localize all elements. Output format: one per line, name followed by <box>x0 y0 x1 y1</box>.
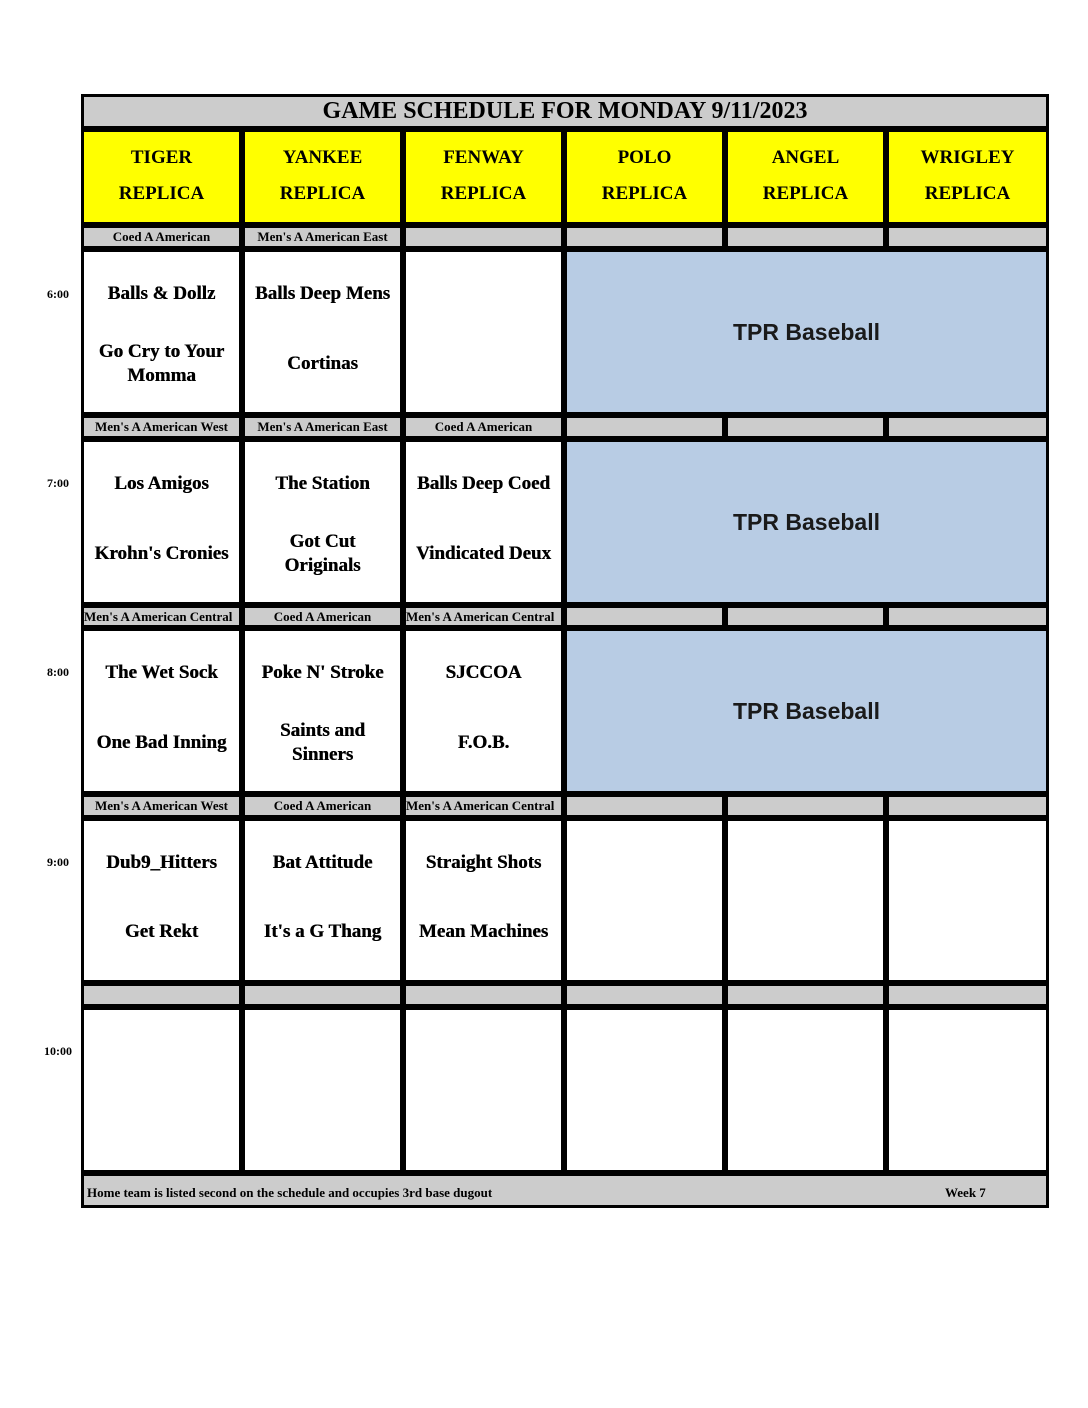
field-name: POLO <box>617 147 672 168</box>
away-team <box>406 270 561 318</box>
game-cell[interactable] <box>403 249 564 415</box>
division-label <box>242 983 403 1007</box>
home-team: Vindicated Deux <box>416 543 551 564</box>
division-label <box>886 605 1049 628</box>
division-label <box>886 225 1049 249</box>
away-team: Straight Shots <box>425 852 542 873</box>
home-team <box>567 1092 722 1152</box>
home-team: Saints and Sinners <box>279 720 366 765</box>
reserved-block: TPR Baseball <box>564 249 1049 415</box>
away-team <box>245 1028 400 1076</box>
home-team: Krohn's Cronies <box>94 543 229 564</box>
field-name: ANGEL <box>771 147 840 168</box>
field-subtitle: REPLICA <box>762 183 849 204</box>
division-label <box>564 225 725 249</box>
game-cell[interactable] <box>81 439 242 605</box>
away-team: Poke N' Stroke <box>261 662 384 683</box>
division-label <box>403 225 564 249</box>
division-label <box>886 415 1049 439</box>
division-label <box>725 983 886 1007</box>
away-team <box>567 839 722 887</box>
game-cell[interactable] <box>564 1007 725 1173</box>
division-label <box>564 794 725 818</box>
game-cell[interactable] <box>403 818 564 983</box>
field-header-polo <box>564 129 725 225</box>
field-header-fenway <box>403 129 564 225</box>
division-label <box>725 605 886 628</box>
field-name: YANKEE <box>282 147 363 168</box>
away-team: SJCCOA <box>445 662 522 683</box>
division-label <box>564 415 725 439</box>
division-label <box>725 415 886 439</box>
home-team <box>728 902 883 962</box>
division-label: Men's A American East <box>242 415 403 439</box>
game-cell[interactable] <box>403 1007 564 1173</box>
away-team <box>84 1028 239 1076</box>
away-team <box>406 1028 561 1076</box>
away-team: Balls & Dollz <box>107 283 216 304</box>
home-team: Cortinas <box>287 353 358 374</box>
game-cell[interactable] <box>886 818 1049 983</box>
field-subtitle: REPLICA <box>440 183 527 204</box>
field-header-angel <box>725 129 886 225</box>
home-team <box>406 334 561 394</box>
away-team <box>728 839 883 887</box>
division-label <box>564 605 725 628</box>
division-label: Men's A American West <box>81 794 242 818</box>
home-team: Get Rekt <box>124 921 199 942</box>
game-cell[interactable] <box>242 439 403 605</box>
away-team: Bat Attitude <box>272 852 373 873</box>
away-team <box>889 1028 1046 1076</box>
division-label <box>403 983 564 1007</box>
division-label <box>725 225 886 249</box>
division-label: Men's A American Central <box>403 605 564 628</box>
game-cell[interactable] <box>403 439 564 605</box>
division-label <box>564 983 725 1007</box>
division-label: Coed A American <box>242 794 403 818</box>
division-label <box>81 983 242 1007</box>
home-team <box>245 1092 400 1152</box>
game-cell[interactable] <box>725 818 886 983</box>
away-team <box>567 1028 722 1076</box>
field-subtitle: REPLICA <box>118 183 205 204</box>
home-team: Go Cry to Your Momma <box>98 341 225 386</box>
time-label: 10:00 <box>44 1044 72 1058</box>
reserved-block: TPR Baseball <box>564 628 1049 794</box>
home-team: One Bad Inning <box>96 732 227 753</box>
footer-note: Home team is listed second on the schedule and occupies 3rd base dugout <box>87 1185 493 1200</box>
division-label: Men's A American Central <box>81 605 242 628</box>
game-cell[interactable] <box>403 628 564 794</box>
division-label: Coed A American <box>242 605 403 628</box>
away-team: Dub9_Hitters <box>106 852 217 873</box>
away-team: The Station <box>275 473 370 494</box>
game-cell[interactable] <box>242 628 403 794</box>
game-cell[interactable] <box>81 628 242 794</box>
field-name: FENWAY <box>443 147 524 168</box>
away-team: Los Amigos <box>114 473 209 494</box>
home-team: It's a G Thang <box>263 921 382 942</box>
game-cell[interactable] <box>725 1007 886 1173</box>
field-header-wrigley <box>886 129 1049 225</box>
reserved-block: TPR Baseball <box>564 439 1049 605</box>
home-team <box>84 1092 239 1152</box>
game-cell[interactable] <box>81 249 242 415</box>
game-cell[interactable] <box>242 249 403 415</box>
field-header-yankee <box>242 129 403 225</box>
game-cell[interactable] <box>81 1007 242 1173</box>
division-label: Coed A American <box>403 415 564 439</box>
field-subtitle: REPLICA <box>924 183 1011 204</box>
division-label <box>886 983 1049 1007</box>
field-name: WRIGLEY <box>920 147 1015 168</box>
footer-bar <box>81 1173 1049 1208</box>
week-label: Week 7 <box>945 1185 986 1200</box>
time-label: 6:00 <box>47 287 69 301</box>
game-cell[interactable] <box>81 818 242 983</box>
game-cell[interactable] <box>564 818 725 983</box>
division-label: Men's A American West <box>81 415 242 439</box>
home-team <box>889 902 1046 962</box>
away-team: Balls Deep Coed <box>417 473 550 494</box>
division-label: Men's A American East <box>242 225 403 249</box>
away-team <box>889 839 1046 887</box>
away-team: The Wet Sock <box>105 662 218 683</box>
game-cell[interactable] <box>886 1007 1049 1173</box>
home-team: Mean Machines <box>418 921 549 942</box>
division-label <box>886 794 1049 818</box>
division-label <box>725 794 886 818</box>
page-title: GAME SCHEDULE FOR MONDAY 9/11/2023 <box>81 94 1049 129</box>
game-cell[interactable] <box>242 1007 403 1173</box>
home-team <box>567 902 722 962</box>
division-label: Coed A American <box>81 225 242 249</box>
home-team <box>889 1092 1046 1152</box>
field-header-tiger <box>81 129 242 225</box>
field-name: TIGER <box>130 147 193 168</box>
home-team: F.O.B. <box>457 732 510 753</box>
field-subtitle: REPLICA <box>601 183 688 204</box>
field-subtitle: REPLICA <box>279 183 366 204</box>
time-label: 8:00 <box>47 665 69 679</box>
time-label: 9:00 <box>47 855 69 869</box>
away-team <box>728 1028 883 1076</box>
home-team: Got Cut Originals <box>284 531 361 576</box>
time-label: 7:00 <box>47 476 69 490</box>
away-team: Balls Deep Mens <box>254 283 391 304</box>
game-cell[interactable] <box>242 818 403 983</box>
home-team <box>406 1092 561 1152</box>
division-label: Men's A American Central <box>403 794 564 818</box>
home-team <box>728 1092 883 1152</box>
